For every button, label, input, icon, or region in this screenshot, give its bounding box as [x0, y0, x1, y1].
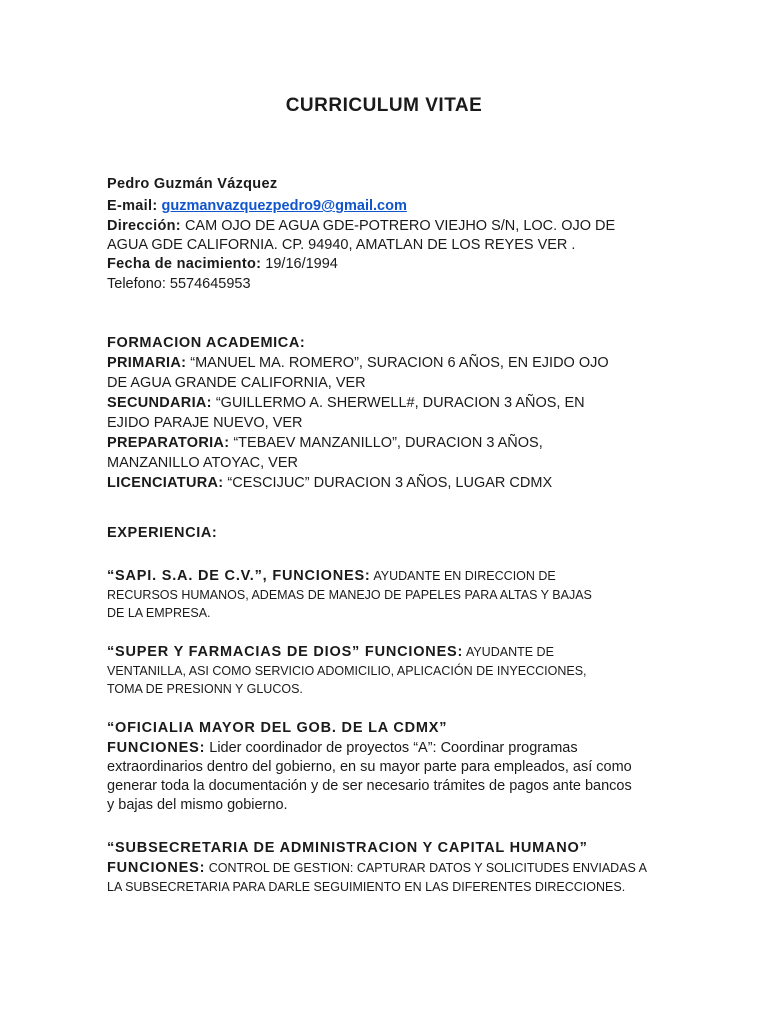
- experience-heading: EXPERIENCIA:: [107, 525, 218, 541]
- job-entry-2: [107, 642, 667, 698]
- licenciatura-row: [107, 473, 667, 493]
- personal-info: [107, 174, 667, 294]
- job4-func-row: [107, 858, 667, 878]
- job1-title: “SAPI. S.A. DE C.V.”, FUNCIONES:: [107, 568, 371, 584]
- job4-title: “SUBSECRETARIA DE ADMINISTRACION Y CAPITAL HUMANO”: [107, 840, 588, 856]
- secundaria-label: SECUNDARIA:: [107, 395, 212, 411]
- secundaria-line1: “GUILLERMO A. SHERWELL#, DURACION 3 AÑOS, EN: [211, 395, 585, 411]
- preparatoria-line2: MANZANILLO ATOYAC, VER: [107, 455, 298, 471]
- email-link[interactable]: guzmanvazquezpedro9@gmail.com: [161, 198, 407, 214]
- job2-title: “SUPER Y FARMACIAS DE DIOS” FUNCIONES:: [107, 644, 464, 660]
- job1-line3: DE LA EMPRESA.: [107, 606, 211, 620]
- education-section: [107, 333, 667, 493]
- licenciatura-label: LICENCIATURA:: [107, 475, 224, 491]
- secundaria-row: [107, 393, 667, 413]
- birth-row: [107, 254, 667, 274]
- primaria-label: PRIMARIA:: [107, 355, 187, 371]
- address-line2: AGUA GDE CALIFORNIA. CP. 94940, AMATLAN DE LOS REYES VER .: [107, 237, 576, 253]
- job4-line1: CONTROL DE GESTION: CAPTURAR DATOS Y SOLICITUDES ENVIADAS A: [205, 861, 647, 875]
- secundaria-line2: EJIDO PARAJE NUEVO, VER: [107, 415, 303, 431]
- address-line1: CAM OJO DE AGUA GDE-POTRERO VIEJHO S/N, LOC. OJO DE: [180, 218, 616, 234]
- job3-line4: y bajas del mismo gobierno.: [107, 797, 288, 813]
- email-label: E-mail:: [107, 198, 158, 214]
- primaria-row: [107, 353, 667, 373]
- licenciatura-text: “CESCIJUC” DURACION 3 AÑOS, LUGAR CDMX: [223, 475, 553, 491]
- experience-section: [107, 523, 667, 543]
- job1-title-row: [107, 566, 667, 586]
- birth-date: 19/16/1994: [261, 256, 338, 272]
- job3-line2: extraordinarios dentro del gobierno, en su mayor parte para empleados, así como: [107, 759, 632, 775]
- job3-title: “OFICIALIA MAYOR DEL GOB. DE LA CDMX”: [107, 720, 448, 736]
- phone: Telefono: 5574645953: [107, 276, 251, 292]
- person-name: Pedro Guzmán Vázquez: [107, 176, 278, 192]
- birth-label: Fecha de nacimiento:: [107, 256, 262, 272]
- preparatoria-label: PREPARATORIA:: [107, 435, 230, 451]
- email-row: [107, 196, 667, 216]
- preparatoria-line1: “TEBAEV MANZANILLO”, DURACION 3 AÑOS,: [229, 435, 543, 451]
- address-row: [107, 216, 667, 236]
- job3-func-row: [107, 738, 667, 758]
- job-entry-4: [107, 838, 667, 896]
- job-entry-3: [107, 718, 667, 815]
- job4-line2: LA SUBSECRETARIA PARA DARLE SEGUIMIENTO EN LAS DIFERENTES DIRECCIONES.: [107, 880, 626, 894]
- education-heading: FORMACION ACADEMICA:: [107, 335, 306, 351]
- job2-line3: TOMA DE PRESIONN Y GLUCOS.: [107, 682, 303, 696]
- job-entry-1: [107, 566, 667, 622]
- job3-func-label: FUNCIONES:: [107, 740, 206, 756]
- job3-line3: generar toda la documentación y de ser necesario trámites de pagos ante bancos: [107, 778, 632, 794]
- job1-line1: AYUDANTE EN DIRECCION DE: [370, 569, 556, 583]
- preparatoria-row: [107, 433, 667, 453]
- job2-line1: AYUDANTE DE: [463, 645, 554, 659]
- job3-line1: Lider coordinador de proyectos “A”: Coordinar programas: [205, 740, 578, 756]
- job4-func-label: FUNCIONES:: [107, 860, 206, 876]
- primaria-line1: “MANUEL MA. ROMERO”, SURACION 6 AÑOS, EN EJIDO OJO: [186, 355, 609, 371]
- address-label: Dirección:: [107, 218, 181, 234]
- document-title: CURRICULUM VITAE: [285, 95, 483, 116]
- primaria-line2: DE AGUA GRANDE CALIFORNIA, VER: [107, 375, 366, 391]
- job2-line2: VENTANILLA, ASI COMO SERVICIO ADOMICILIO, APLICACIÓN DE INYECCIONES,: [107, 664, 587, 678]
- job1-line2: RECURSOS HUMANOS, ADEMAS DE MANEJO DE PAPELES PARA ALTAS Y BAJAS: [107, 588, 592, 602]
- job2-title-row: [107, 642, 667, 662]
